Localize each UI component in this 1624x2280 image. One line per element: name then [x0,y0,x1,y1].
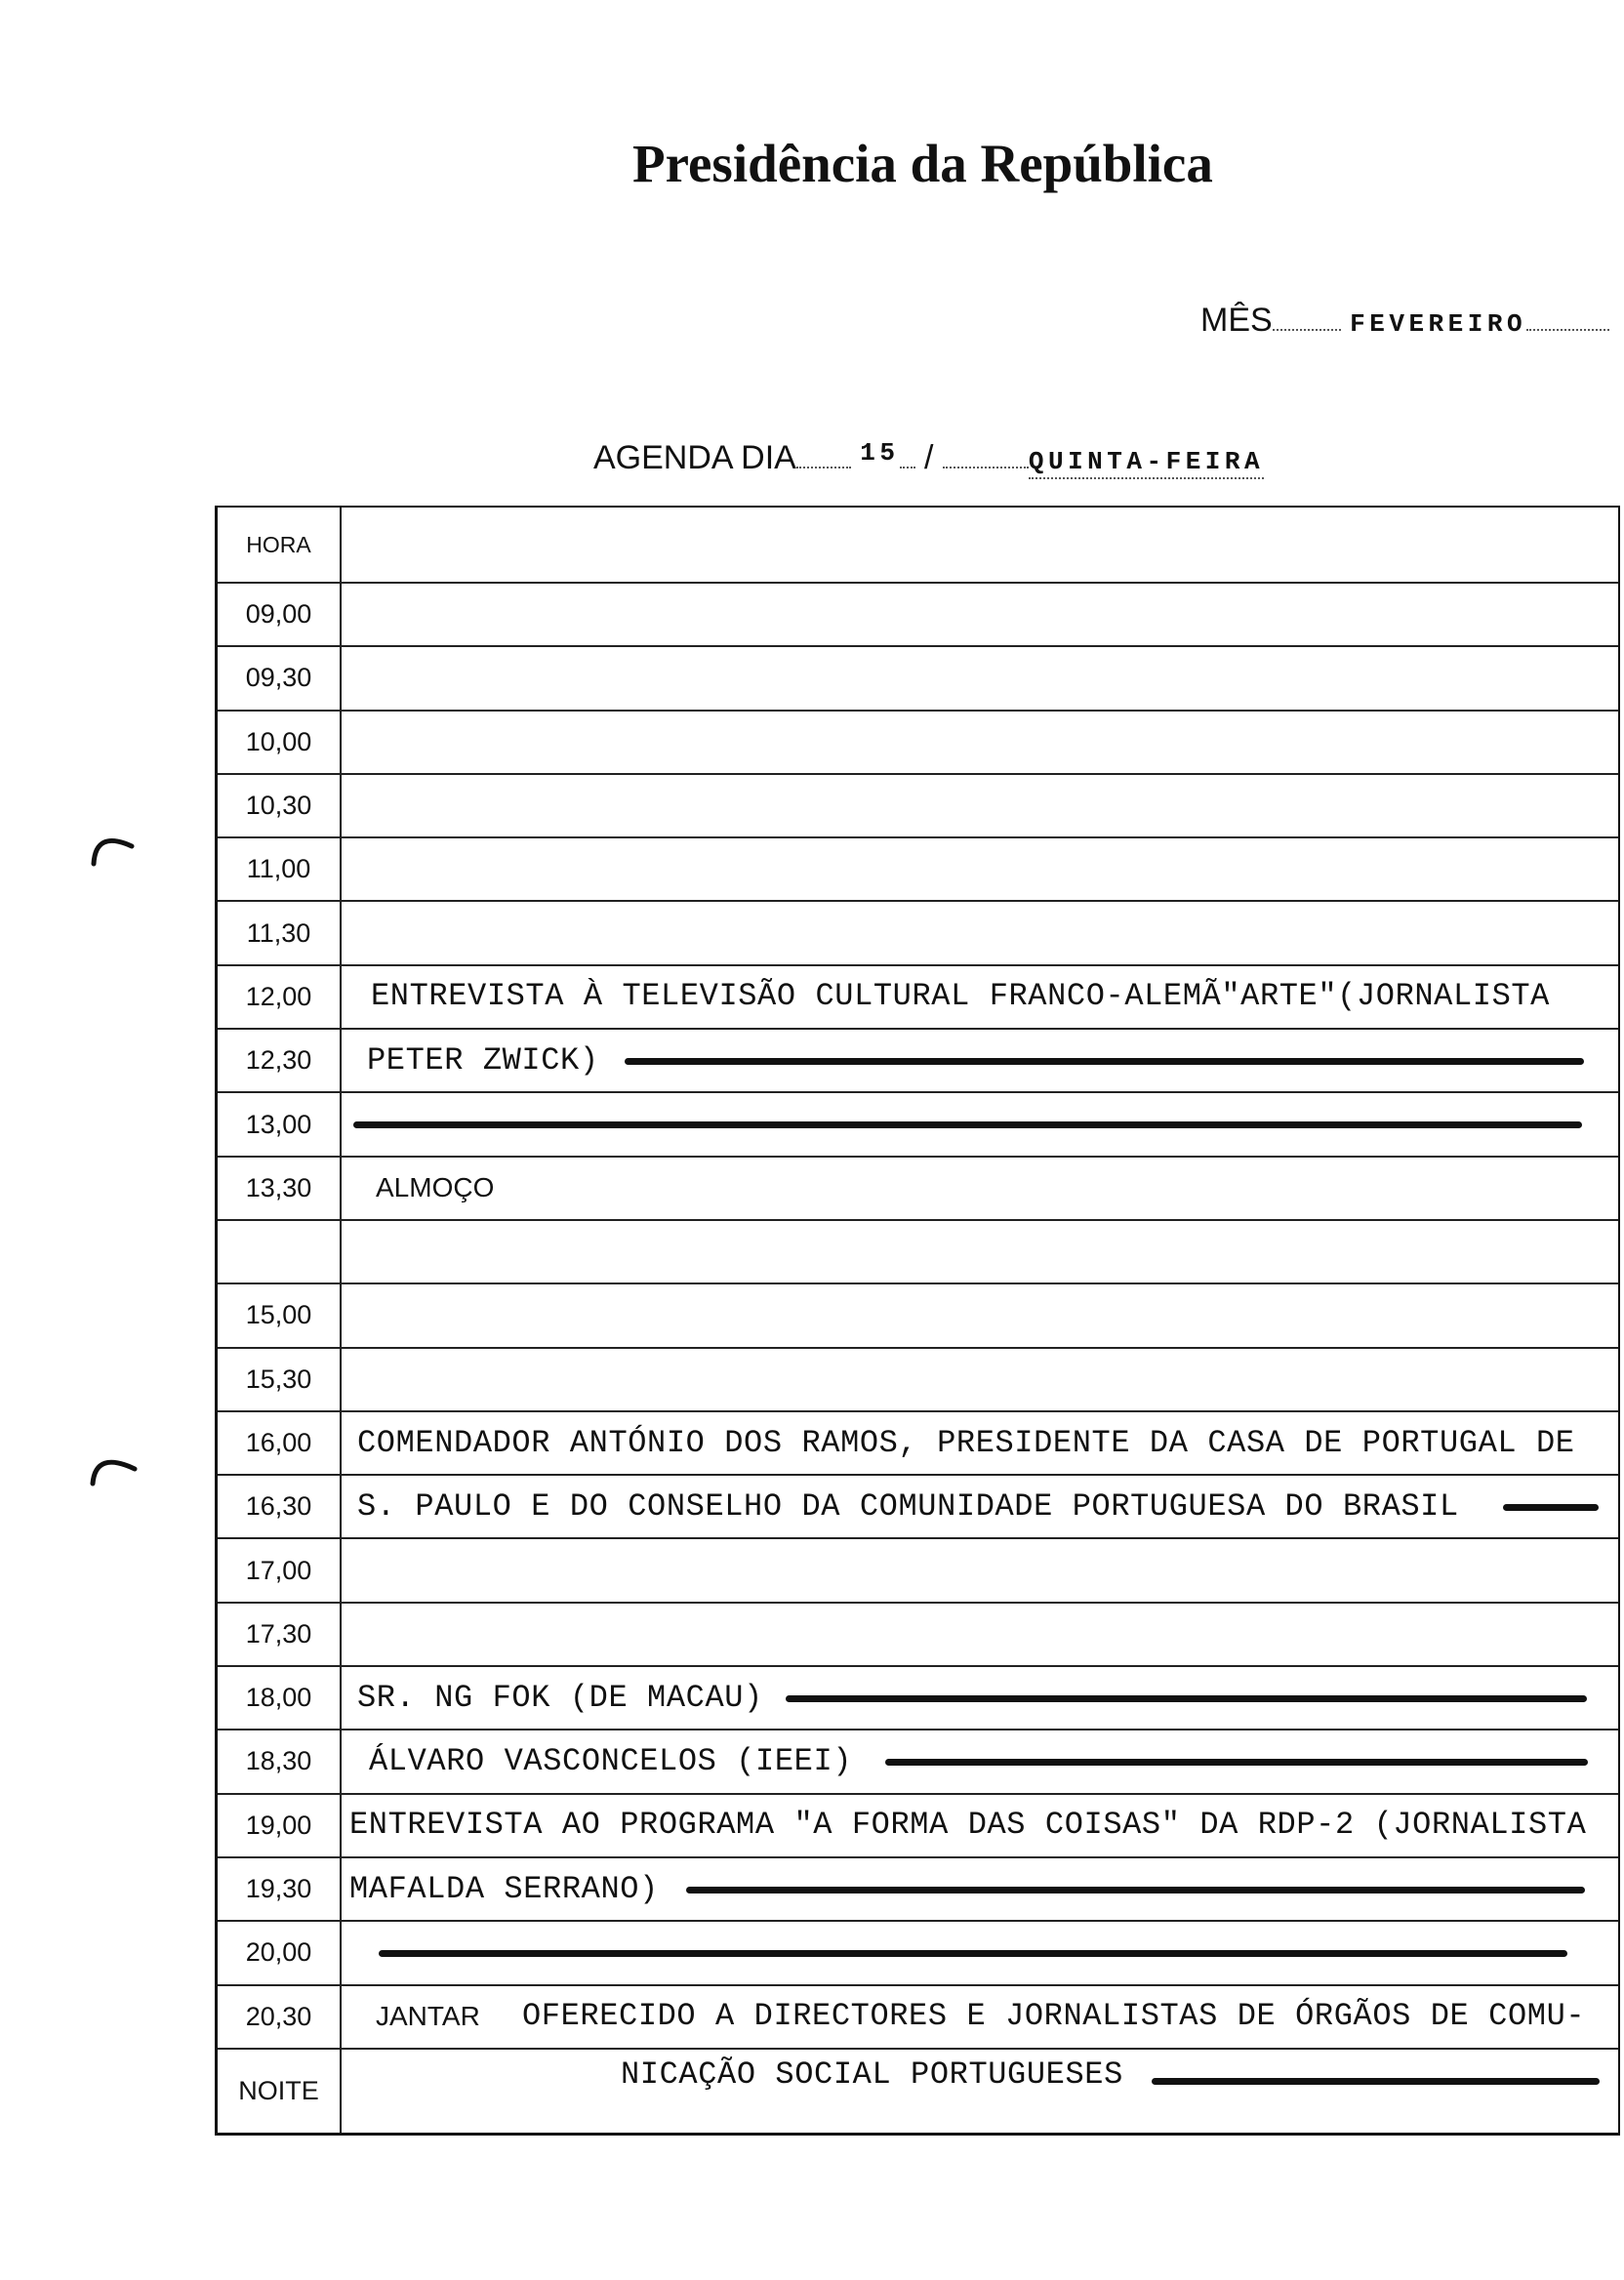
time-row-1530 [218,1349,1618,1412]
weekday-value: QUINTA-FEIRA [1029,447,1264,479]
dotted-leader [1526,329,1609,331]
entry-cell [342,1795,1618,1856]
agenda-date-field [593,438,1264,481]
hour-label: 10,00 [218,712,342,773]
time-row-2030 [218,1986,1618,2050]
continuation-line [379,1950,1567,1957]
entry-text: PETER ZWICK) [367,1041,599,1079]
agenda-table [215,506,1620,2136]
entry-cell [342,838,1618,900]
hour-label: 17,30 [218,1604,342,1665]
entry-label: JANTAR [376,2001,480,2032]
entry-cell [342,1730,1618,1792]
entry-text: ALMOÇO [376,1172,495,1203]
entry-text: COMENDADOR ANTÓNIO DOS RAMOS, PRESIDENTE DA CASA DE PORTUGAL DE [357,1424,1575,1461]
time-row-1830 [218,1730,1618,1794]
dotted-leader [1273,329,1341,331]
day-number: 15 [860,438,900,468]
time-row-1030 [218,775,1618,838]
time-row-0900 [218,584,1618,647]
month-value: FEVEREIRO [1350,309,1527,339]
table-header-row [218,508,1618,584]
time-row-1330 [218,1158,1618,1221]
entry-cell [342,1349,1618,1410]
hour-label: 12,00 [218,966,342,1028]
entry-column-header [342,508,1618,582]
time-row-1230 [218,1030,1618,1093]
entry-text: ENTREVISTA À TELEVISÃO CULTURAL FRANCO-ALEMÃ"ARTE"(JORNALISTA [371,978,1550,1015]
continuation-line [353,1121,1582,1128]
hour-label: 16,00 [218,1412,342,1474]
hour-label: 10,30 [218,775,342,836]
continuation-line [786,1695,1587,1702]
time-row-1130 [218,902,1618,965]
hour-label-empty [218,1221,342,1282]
entry-cell [342,1986,1618,2048]
entry-cell [342,2050,1618,2133]
entry-cell [342,1284,1618,1346]
dotted-leader [900,467,915,468]
hour-label: 09,30 [218,647,342,709]
hole-punch-mark [86,1446,141,1491]
time-row-1930 [218,1858,1618,1922]
time-row-1600 [218,1412,1618,1476]
hour-label: 17,00 [218,1539,342,1601]
hour-label: 19,30 [218,1858,342,1920]
hour-label: 15,00 [218,1284,342,1346]
entry-cell [342,647,1618,709]
entry-cell [342,1221,1618,1282]
time-row-1900 [218,1795,1618,1858]
month-field [1200,301,1609,344]
time-row-2000 [218,1922,1618,1985]
entry-cell [342,1858,1618,1920]
entry-cell [342,712,1618,773]
entry-text: ÁLVARO VASCONCELOS (IEEI) [369,1742,853,1779]
time-row-1500 [218,1284,1618,1348]
entry-cell [342,1476,1618,1537]
hour-label: 09,00 [218,584,342,645]
entry-text: S. PAULO E DO CONSELHO DA COMUNIDADE PORTUGUESA DO BRASIL [357,1487,1459,1525]
entry-cell [342,1030,1618,1091]
hour-label: 16,30 [218,1476,342,1537]
time-row-1200 [218,966,1618,1030]
entry-cell [342,1093,1618,1155]
entry-cell [342,1922,1618,1983]
hour-label: 11,00 [218,838,342,900]
entry-cell [342,1539,1618,1601]
hour-label: 15,30 [218,1349,342,1410]
time-row-1700 [218,1539,1618,1603]
hour-label: 19,00 [218,1795,342,1856]
time-row-1630 [218,1476,1618,1539]
continuation-line [885,1759,1588,1766]
hour-label: 11,30 [218,902,342,963]
continuation-line [686,1887,1585,1893]
dotted-leader [796,467,851,468]
entry-cell [342,775,1618,836]
hour-label: 12,30 [218,1030,342,1091]
entry-text: SR. NG FOK (DE MACAU) [357,1679,763,1716]
entry-cell [342,584,1618,645]
hour-label: 13,00 [218,1093,342,1155]
entry-text: OFERECIDO A DIRECTORES E JORNALISTAS DE ÓRGÃOS DE COMU- [522,1998,1586,2035]
time-row-0930 [218,647,1618,711]
hour-label: 20,30 [218,1986,342,2048]
entry-cell [342,966,1618,1028]
hour-label: 13,30 [218,1158,342,1219]
time-row-1730 [218,1604,1618,1667]
time-row-1000 [218,712,1618,775]
entry-cell [342,1158,1618,1219]
entry-cell [342,1412,1618,1474]
entry-text: ENTREVISTA AO PROGRAMA "A FORMA DAS COISAS" DA RDP-2 (JORNALISTA [349,1807,1587,1844]
hole-punch-mark [86,828,141,873]
month-label: MÊS [1200,302,1273,339]
date-separator: / [923,439,934,476]
entry-text: MAFALDA SERRANO) [349,1870,659,1907]
entry-cell [342,1604,1618,1665]
continuation-line [1503,1504,1599,1511]
hour-label: NOITE [218,2050,342,2133]
hour-column-header: HORA [218,508,342,582]
time-row-noite [218,2050,1618,2133]
dotted-leader [943,467,1029,468]
agenda-day-label: AGENDA DIA [593,439,796,476]
time-row-blank [218,1221,1618,1284]
entry-cell [342,1667,1618,1729]
hour-label: 18,30 [218,1730,342,1792]
page-title: Presidência da República [632,134,1213,193]
continuation-line [1152,2078,1600,2085]
entry-cell [342,902,1618,963]
time-row-1100 [218,838,1618,902]
time-row-1800 [218,1667,1618,1730]
hour-label: 18,00 [218,1667,342,1729]
time-row-1300 [218,1093,1618,1157]
continuation-line [625,1058,1584,1065]
entry-text: NICAÇÃO SOCIAL PORTUGUESES [621,2056,1123,2093]
hour-label: 20,00 [218,1922,342,1983]
